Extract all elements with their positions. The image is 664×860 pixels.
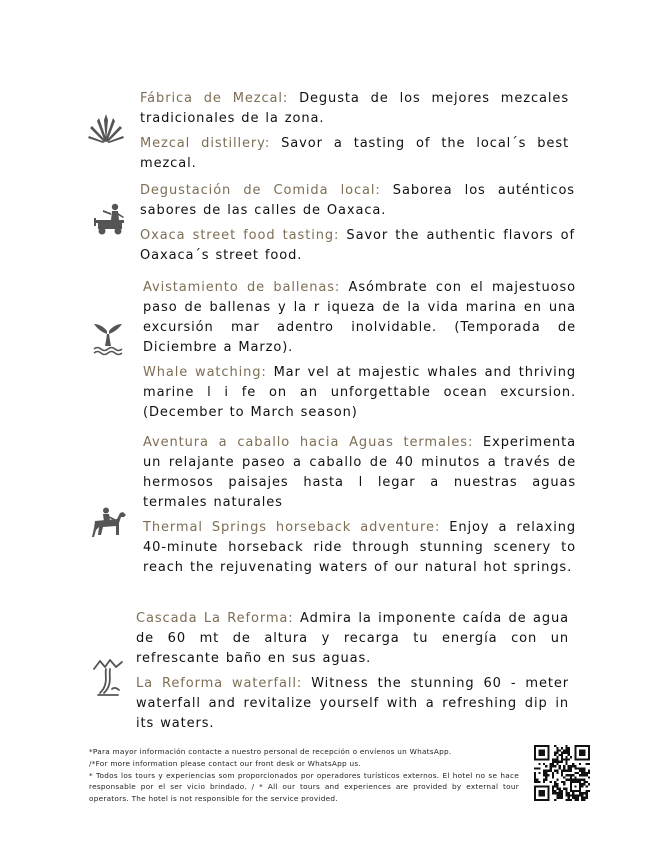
waterfall-icon — [92, 657, 124, 697]
qr-code[interactable] — [534, 745, 590, 801]
entry-mezcal-es: Fábrica de Mezcal: Degusta de los mejores mezcales tradicionales de la zona. — [140, 91, 569, 126]
footer-notes — [89, 746, 519, 805]
food-cart-icon — [93, 202, 127, 236]
entry-mezcal — [140, 89, 569, 174]
entry-horseback-en: Thermal Springs horseback adventure: Enjoy a relaxing 40-minute horseback ride through stunning scenery to reach the rejuvenating waters of our natural hot springs. — [143, 520, 576, 575]
agave-icon — [88, 112, 124, 144]
entry-whale-watching — [143, 278, 576, 423]
footer-line-es: *Para mayor información contacte a nuestro personal de recepción o envíenos un WhatsApp. — [89, 747, 452, 756]
entry-waterfall — [136, 609, 569, 734]
horse-rider-icon — [91, 507, 127, 539]
entry-waterfall-es: Cascada La Reforma: Admira la imponente caída de agua de 60 mt de altura y recarga tu energía con un refrescante baño en sus aguas. — [136, 611, 570, 666]
entry-whale-en: Whale watching: Mar vel at majestic whales and thriving marine l i fe on an unforgettable ocean excursion. (December to March season) — [143, 365, 576, 420]
entry-waterfall-en: La Reforma waterfall: Witness the stunning 60 - meter waterfall and revitalize yourself with a refreshing dip in its waters. — [136, 676, 569, 731]
entry-horseback-es: Aventura a caballo hacia Aguas termales: Experimenta un relajante paseo a caballo de 40 minutos a través de hermosos paisajes hasta l legar a nuestras aguas termales naturales — [143, 435, 576, 510]
whale-tail-icon — [93, 322, 123, 356]
footer-disclaimer: * Todos los tours y experiencias som proporcionados por operadores turísticos externos. El hotel no se hace responsable por el ser vicio brindado. / * All our tours and experiences are provided by external tour operators. The hotel is not responsible for the service provided. — [89, 770, 519, 804]
qr-code-graphic — [534, 745, 590, 801]
entry-mezcal-en: Mezcal distillery: Savor a tasting of the local´s best mezcal. — [140, 136, 569, 171]
entry-horseback — [143, 433, 576, 578]
entry-street-food-es: Degustación de Comida local: Saborea los auténticos sabores de las calles de Oaxaca. — [140, 183, 575, 218]
footer-line-en: /*For more information please contact our front desk or WhatsApp us. — [89, 758, 361, 768]
entry-street-food — [140, 181, 575, 266]
entry-street-food-en: Oxaca street food tasting: Savor the authentic flavors of Oaxaca´s street food. — [140, 228, 575, 263]
entry-whale-es: Avistamiento de ballenas: Asómbrate con el majestuoso paso de ballenas y la r iqueza de la vida marina en una excursión mar adentro inolvidable. (Temporada de Diciembre a Marzo). — [143, 280, 576, 355]
